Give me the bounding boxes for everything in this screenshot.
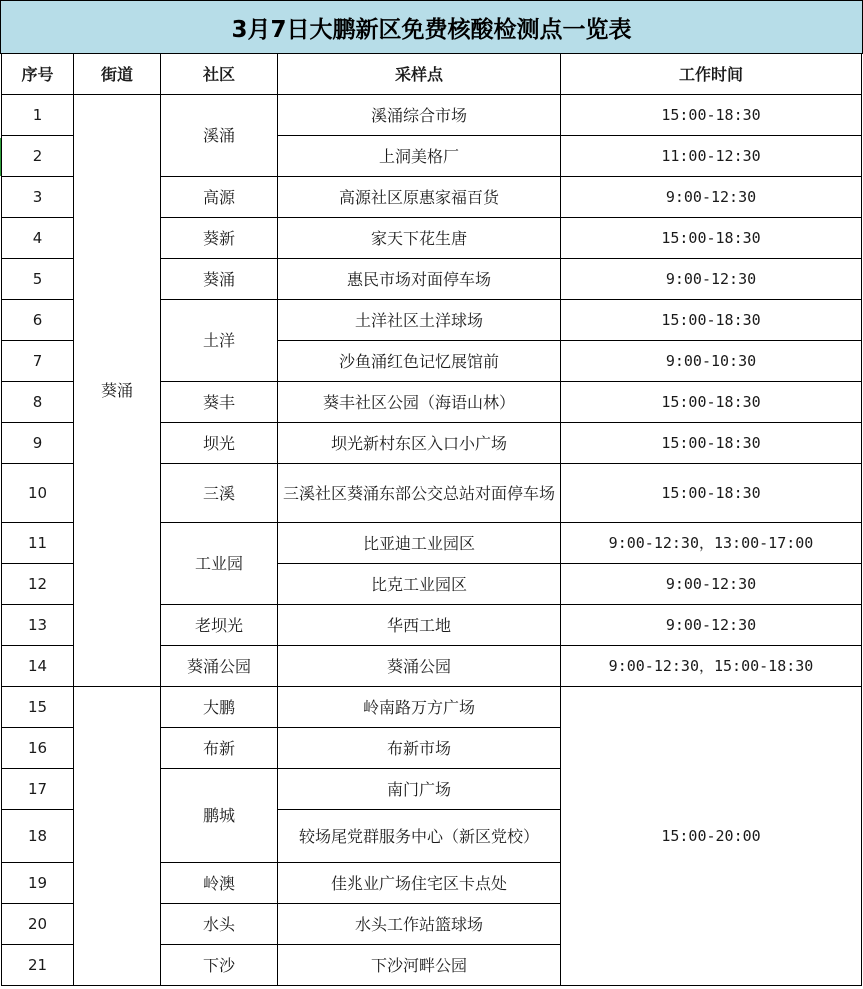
cell-community[interactable]: 三溪 [161,464,278,523]
cell-community[interactable]: 老坝光 [161,605,278,646]
cell-community[interactable]: 高源 [161,177,278,218]
cell-site[interactable]: 水头工作站篮球场 [278,904,561,945]
cell-time[interactable]: 9:00-12:30 [561,177,862,218]
cell-site[interactable]: 较场尾党群服务中心（新区党校） [278,810,561,863]
cell-site[interactable]: 岭南路万方广场 [278,687,561,728]
cell-community[interactable]: 溪涌 [161,95,278,177]
header-time: 工作时间 [561,54,862,95]
cell-community[interactable]: 坝光 [161,423,278,464]
cell-num[interactable]: 15 [2,687,74,728]
cell-street[interactable] [74,687,161,986]
testing-sites-table [1,53,862,986]
cell-time[interactable]: 9:00-12:30 [561,605,862,646]
cell-site[interactable]: 沙鱼涌红色记忆展馆前 [278,341,561,382]
cell-time[interactable]: 9:00-12:30 [561,259,862,300]
cell-num[interactable]: 17 [2,769,74,810]
cell-community[interactable]: 下沙 [161,945,278,986]
cell-num[interactable]: 19 [2,863,74,904]
cell-time[interactable]: 11:00-12:30 [561,136,862,177]
cell-site[interactable]: 惠民市场对面停车场 [278,259,561,300]
cell-num[interactable]: 1 [2,95,74,136]
header-site: 采样点 [278,54,561,95]
cell-site[interactable]: 溪涌综合市场 [278,95,561,136]
cell-community[interactable]: 大鹏 [161,687,278,728]
cell-community[interactable]: 葵丰 [161,382,278,423]
cell-num[interactable]: 18 [2,810,74,863]
cell-site[interactable]: 比克工业园区 [278,564,561,605]
cell-site[interactable]: 土洋社区土洋球场 [278,300,561,341]
cell-community[interactable]: 葵新 [161,218,278,259]
cell-street[interactable]: 葵涌 [74,95,161,687]
cell-community[interactable]: 鹏城 [161,769,278,863]
cell-community[interactable]: 葵涌 [161,259,278,300]
cell-time[interactable]: 15:00-18:30 [561,423,862,464]
cell-time[interactable]: 15:00-18:30 [561,382,862,423]
header-street: 街道 [74,54,161,95]
cell-time[interactable]: 9:00-12:30，15:00-18:30 [561,646,862,687]
cell-site[interactable]: 葵涌公园 [278,646,561,687]
cell-site[interactable]: 高源社区原惠家福百货 [278,177,561,218]
cell-num[interactable]: 8 [2,382,74,423]
cell-num[interactable]: 7 [2,341,74,382]
cell-num[interactable]: 13 [2,605,74,646]
header-community: 社区 [161,54,278,95]
cell-num[interactable]: 14 [2,646,74,687]
cell-community[interactable]: 岭澳 [161,863,278,904]
cell-time[interactable]: 9:00-12:30 [561,564,862,605]
cell-community[interactable]: 水头 [161,904,278,945]
cell-time[interactable]: 9:00-12:30，13:00-17:00 [561,523,862,564]
cell-site[interactable]: 三溪社区葵涌东部公交总站对面停车场 [278,464,561,523]
cell-num[interactable]: 2 [2,136,74,177]
cell-site[interactable]: 佳兆业广场住宅区卡点处 [278,863,561,904]
cell-time[interactable]: 15:00-18:30 [561,95,862,136]
cell-community[interactable]: 工业园 [161,523,278,605]
cell-site[interactable]: 下沙河畔公园 [278,945,561,986]
cell-site[interactable]: 南门广场 [278,769,561,810]
cell-community[interactable]: 土洋 [161,300,278,382]
cell-site[interactable]: 上洞美格厂 [278,136,561,177]
header-row [2,54,862,95]
cell-time[interactable]: 15:00-18:30 [561,300,862,341]
cell-time[interactable]: 15:00-18:30 [561,464,862,523]
cell-site[interactable]: 坝光新村东区入口小广场 [278,423,561,464]
cell-time[interactable]: 15:00-20:00 [561,687,862,986]
cell-site[interactable]: 家天下花生唐 [278,218,561,259]
cell-site[interactable]: 葵丰社区公园（海语山林） [278,382,561,423]
table-row[interactable] [2,687,862,728]
cell-time[interactable]: 9:00-10:30 [561,341,862,382]
cell-community[interactable]: 布新 [161,728,278,769]
cell-num[interactable]: 9 [2,423,74,464]
cell-num[interactable]: 4 [2,218,74,259]
cell-time[interactable]: 15:00-18:30 [561,218,862,259]
cell-num[interactable]: 21 [2,945,74,986]
cell-num[interactable]: 11 [2,523,74,564]
header-num: 序号 [2,54,74,95]
cell-num[interactable]: 5 [2,259,74,300]
cell-site[interactable]: 比亚迪工业园区 [278,523,561,564]
cell-num[interactable]: 12 [2,564,74,605]
cell-num[interactable]: 20 [2,904,74,945]
sheet-title: 3月7日大鹏新区免费核酸检测点一览表 [0,0,863,54]
cell-num[interactable]: 10 [2,464,74,523]
cell-num[interactable]: 3 [2,177,74,218]
cell-site[interactable]: 华西工地 [278,605,561,646]
table-row[interactable] [2,95,862,136]
cell-num[interactable]: 6 [2,300,74,341]
cell-num[interactable]: 16 [2,728,74,769]
cell-site[interactable]: 布新市场 [278,728,561,769]
cell-community[interactable]: 葵涌公园 [161,646,278,687]
